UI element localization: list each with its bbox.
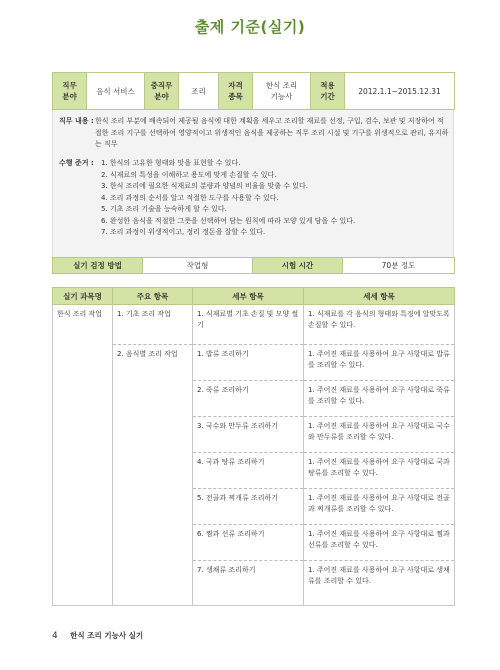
detail-item-cell: 1. 주어진 재료를 사용하여 요구 사항대로 밥류를 조리할 수 있다. — [304, 345, 455, 381]
header-detail-item: 세세 항목 — [304, 288, 455, 305]
time-label: 시험 시간 — [253, 258, 343, 274]
page-title: 출제 기준(실기) — [194, 18, 306, 36]
page-number: 4 — [52, 631, 58, 641]
sub-item-cell: 1. 식재료별 기초 손질 및 모양 썰기 — [193, 305, 304, 345]
header-main-item: 주요 항목 — [113, 288, 193, 305]
sub-item-cell: 7. 생채류 조리하기 — [193, 561, 304, 606]
time-value: 70분 정도 — [343, 258, 455, 274]
criteria-table — [52, 287, 455, 606]
job-field-label-text: 직무 분야 — [62, 81, 77, 101]
job-field-label — [53, 73, 87, 110]
standard-item: 5. 기초 조리 기술을 능숙하게 할 수 있다. — [101, 205, 227, 213]
standards-list — [101, 158, 451, 239]
standards-label: 수행 준거 : — [59, 159, 94, 167]
info-table — [52, 72, 455, 110]
header-sub-item: 세부 항목 — [193, 288, 304, 305]
main-item-cell: 2. 음식별 조리 작업 — [113, 345, 193, 606]
main-item-cell: 1. 기초 조리 작업 — [113, 305, 193, 345]
job-field-value: 음식 서비스 — [87, 73, 145, 110]
period-label — [311, 73, 345, 110]
standard-item: 7. 조리 과정이 위생적이고, 정리 정돈을 잘할 수 있다. — [101, 228, 266, 236]
detail-item-cell: 1. 주어진 재료를 사용하여 요구 사항대로 생채류를 조리할 수 있다. — [304, 561, 455, 606]
cert-label-text: 자격 종목 — [228, 81, 243, 101]
table-row — [53, 345, 455, 381]
detail-item-cell: 1. 주어진 재료를 사용하여 요구 사항대로 국수와 만두류를 조리할 수 있다. — [304, 417, 455, 453]
cert-value — [253, 73, 311, 110]
cert-label — [219, 73, 253, 110]
book-title: 한식 조리 기능사 실기 — [70, 631, 144, 640]
subject-cell: 한식 조리 작업 — [53, 305, 113, 606]
detail-item-cell: 1. 주어진 재료를 사용하여 요구 사항대로 전골과 찌개류를 조리할 수 있다. — [304, 489, 455, 525]
standard-item: 1. 한식의 고유한 형태와 맛을 표현할 수 있다. — [101, 159, 241, 167]
detail-item-cell: 1. 주어진 재료를 사용하여 요구 사항대로 국과 탕류를 조리할 수 있다. — [304, 453, 455, 489]
standard-item: 4. 조리 과정의 순서를 알고 적절한 도구를 사용할 수 있다. — [101, 193, 279, 202]
sub-item-cell: 5. 전골과 찌개류 조리하기 — [193, 489, 304, 525]
method-table — [52, 257, 455, 274]
sub-field-value: 조리 — [179, 73, 219, 110]
job-desc-label: 직무 내용 : — [59, 117, 94, 125]
sub-field-label — [145, 73, 179, 110]
detail-item-cell: 1. 식재료를 각 음식의 형태와 특징에 알맞도록 손질할 수 있다. — [304, 305, 455, 345]
job-desc-text: 한식 조리 부분에 배속되어 제공될 음식에 대한 계획을 세우고 조리할 재료를 선정, 구입, 검수, 보관 및 저장하여 적절한 조리 기구를 선택하여 영양적이고 위생적인 음식을 제공하는 직무 조리 시설 및 기구를 위생적으로 관리, 유지하는 직무 — [95, 117, 449, 148]
detail-item-cell: 1. 주어진 재료를 사용하여 요구 사항대로 죽류를 조리할 수 있다. — [304, 381, 455, 417]
sub-item-cell: 6. 찜과 선류 조리하기 — [193, 525, 304, 561]
period-value: 2012.1.1~2015.12.31 — [345, 73, 455, 110]
standard-item: 6. 완성한 음식을 적절한 그릇을 선택하여 담는 원칙에 따라 모양 있게 담을 수 있다. — [101, 216, 356, 225]
standard-item: 3. 한식 조리에 필요한 식재료의 분량과 양념의 비율을 맞출 수 있다. — [101, 182, 308, 190]
table-row — [53, 305, 455, 345]
method-label: 실기 검정 방법 — [53, 258, 143, 274]
job-description-box — [52, 110, 454, 257]
page-footer — [52, 630, 143, 641]
cert-value-text: 한식 조리 기능사 — [265, 81, 298, 101]
period-label-text: 적용 기간 — [320, 81, 335, 101]
standard-item: 2. 식재료의 특성을 이해하고 용도에 맞게 손질할 수 있다. — [101, 170, 277, 179]
detail-item-cell: 1. 주어진 재료를 사용하여 요구 사항대로 찜과 선류를 조리할 수 있다. — [304, 525, 455, 561]
sub-item-cell: 4. 국과 탕류 조리하기 — [193, 453, 304, 489]
header-subject: 실기 과목명 — [53, 288, 113, 305]
sub-item-cell: 2. 죽류 조리하기 — [193, 381, 304, 417]
sub-item-cell: 1. 밥류 조리하기 — [193, 345, 304, 381]
method-value: 작업형 — [143, 258, 253, 274]
sub-item-cell: 3. 국수와 만두류 조리하기 — [193, 417, 304, 453]
sub-field-label-text: 중직무 분야 — [150, 81, 173, 101]
